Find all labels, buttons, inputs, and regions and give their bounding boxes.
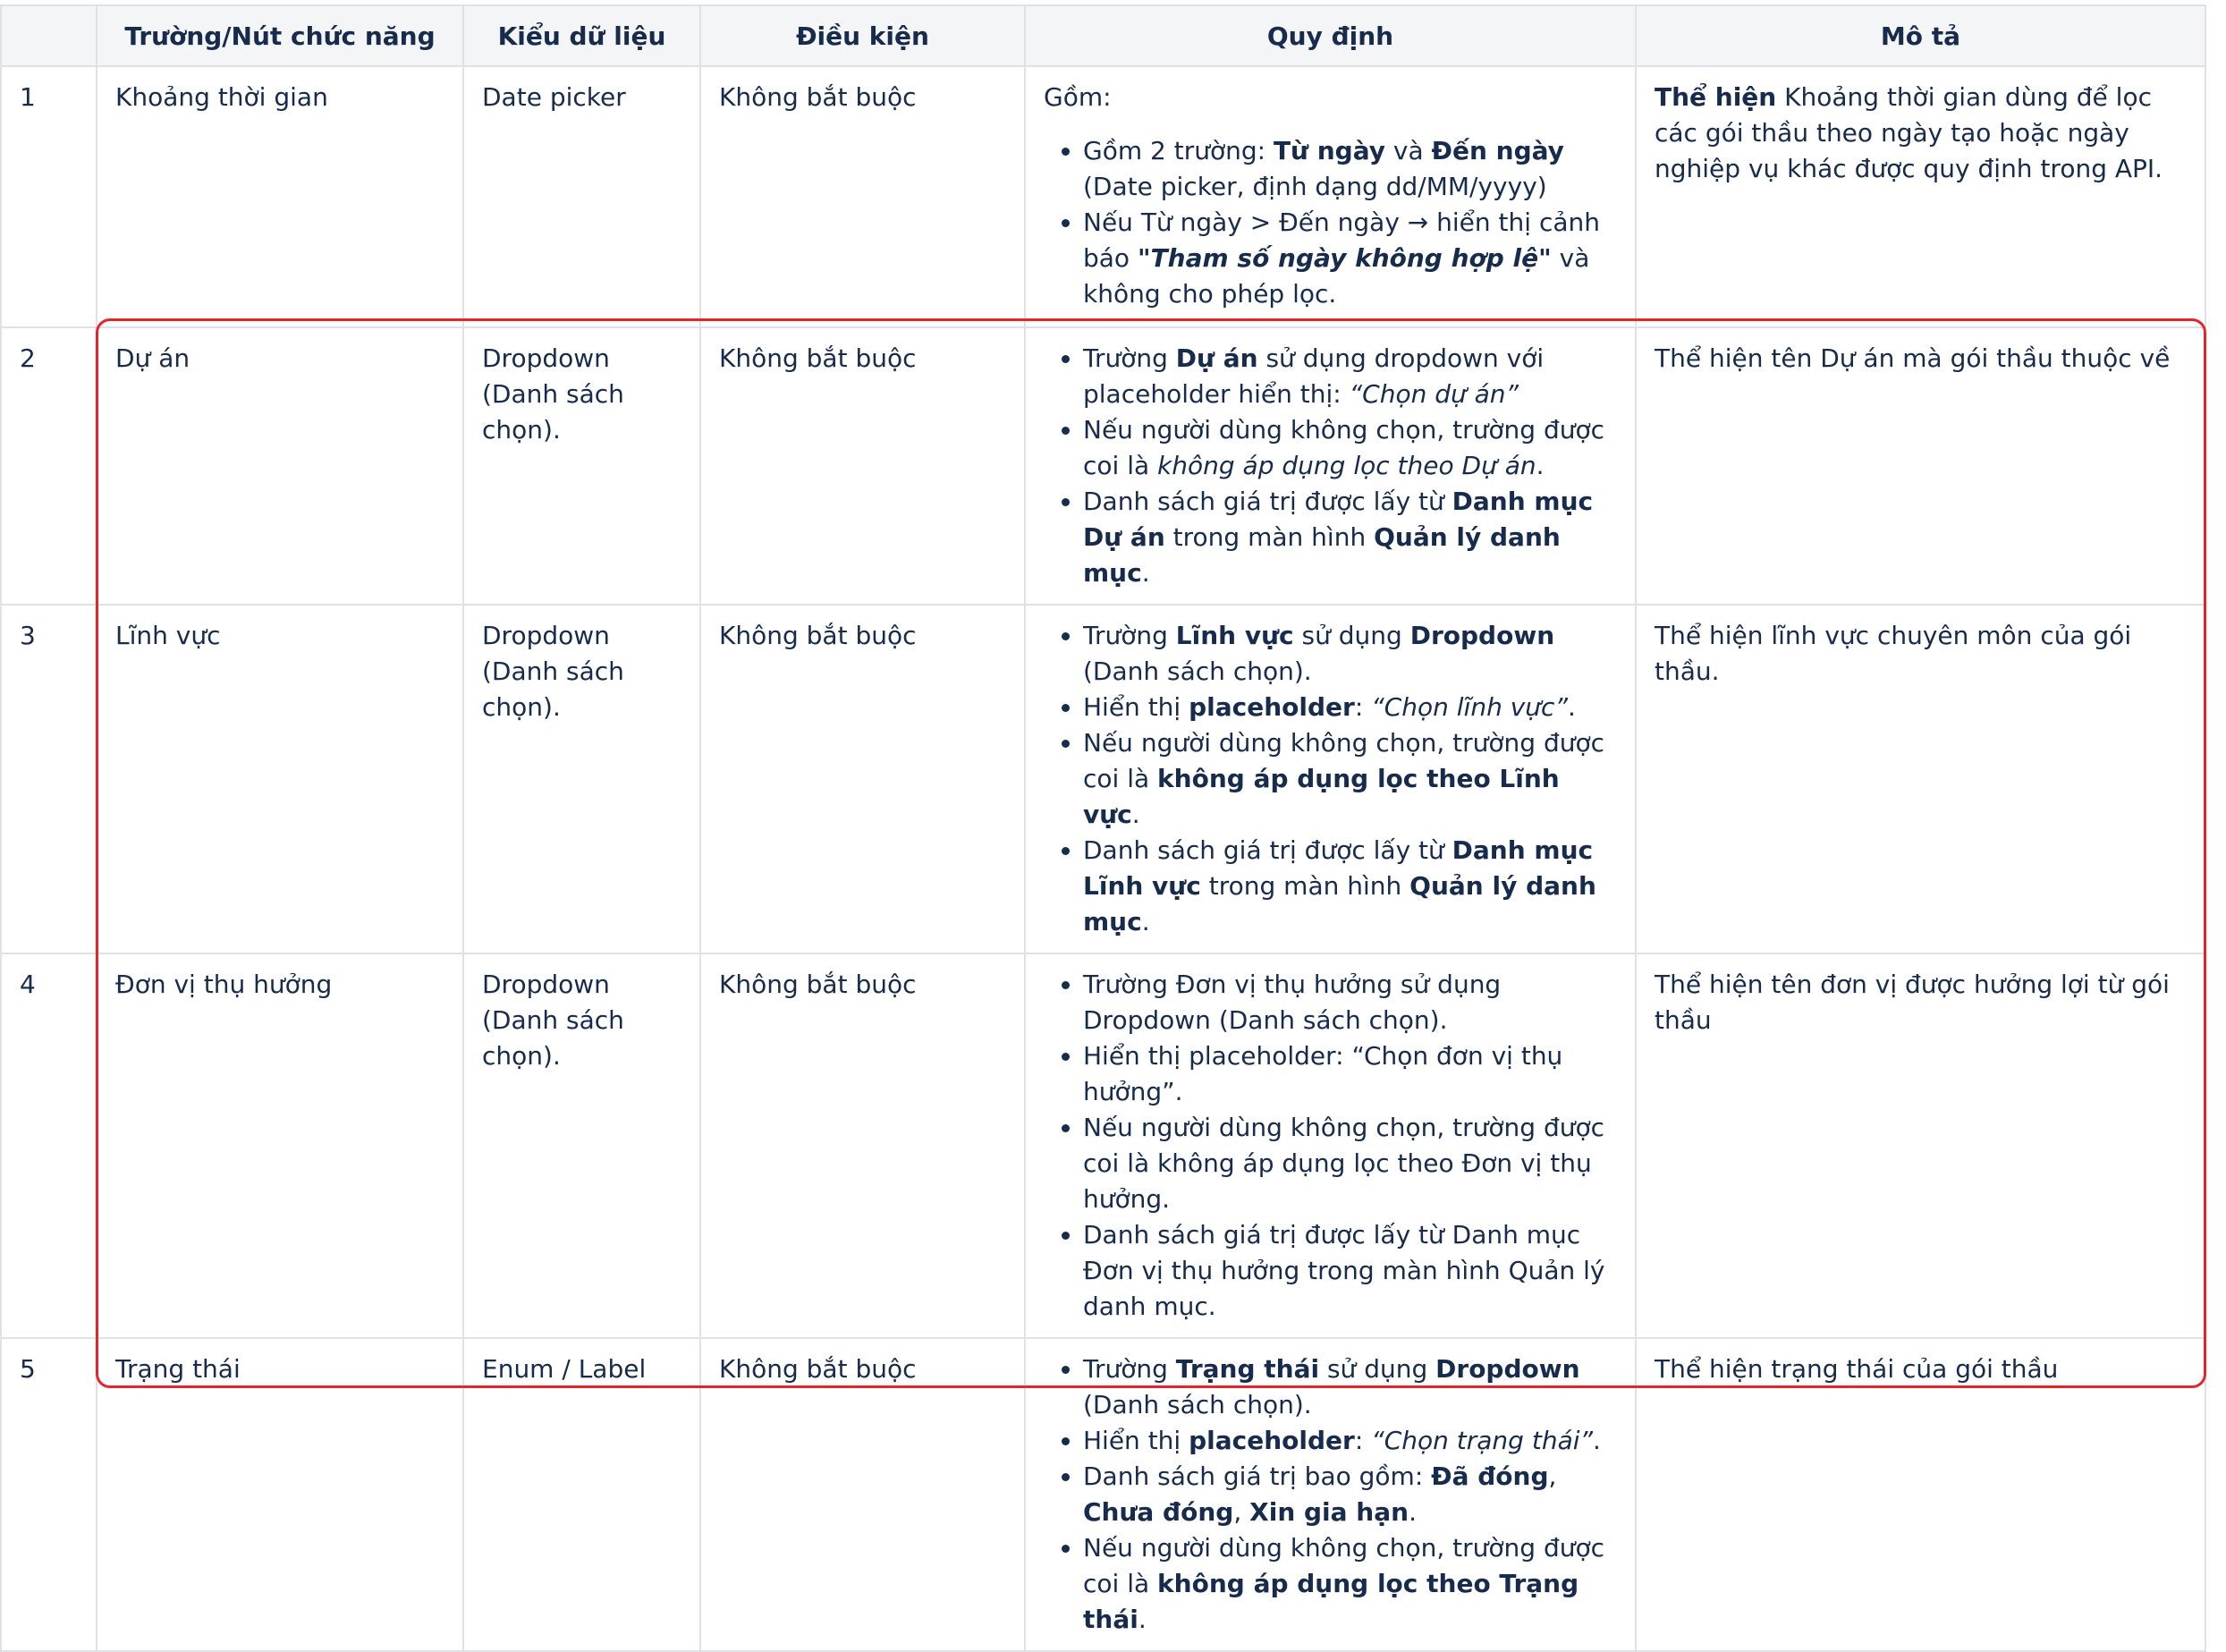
data-type-cell: Date picker (463, 66, 700, 327)
rule-list-item (1083, 133, 1617, 205)
text-run: Trường (1083, 621, 1176, 650)
bold-text: Quản lý danh mục (1083, 871, 1596, 936)
header-type: Kiểu dữ liệu (463, 5, 700, 66)
text-run: trong màn hình (1164, 522, 1375, 552)
header-index (1, 5, 97, 66)
text-run: (Danh sách chọn). (1083, 657, 1312, 686)
italic-text: không áp dụng lọc theo Dự án (1157, 451, 1536, 480)
rule-list-item (1083, 690, 1617, 725)
text-run: Nếu người dùng không chọn, trường được coi là (1083, 728, 1604, 793)
data-type-cell: Dropdown (Danh sách chọn). (463, 327, 700, 605)
rule-list-item (1083, 1038, 1617, 1110)
text-run: . (1138, 1605, 1147, 1634)
rule-list-item (1083, 412, 1617, 484)
rule-list-item (1083, 1110, 1617, 1217)
field-name-cell: Đơn vị thụ hưởng (97, 953, 463, 1338)
rule-cell (1025, 327, 1636, 605)
rule-list-item (1083, 725, 1617, 833)
text-run: và (1385, 136, 1432, 165)
condition-cell: Không bắt buộc (700, 605, 1025, 953)
rule-cell (1025, 1338, 1636, 1651)
bold-text: Đã đóng (1431, 1461, 1549, 1491)
field-name-cell: Trạng thái (97, 1338, 463, 1651)
text-run: . (1567, 692, 1576, 722)
text-run: . (1409, 1497, 1417, 1527)
description-cell (1636, 1338, 2205, 1651)
text-run: : (1354, 1426, 1372, 1455)
bold-text: "Tham số ngày không hợp lệ" (1137, 243, 1552, 273)
data-type-cell: Dropdown (Danh sách chọn). (463, 605, 700, 953)
rule-list-item (1083, 967, 1617, 1038)
rule-list-item (1083, 1423, 1617, 1459)
text-run: . (1141, 907, 1150, 936)
bold-text: Dự án (1175, 343, 1258, 373)
text-run: Thể hiện lĩnh vực chuyên môn của gói thầu. (1655, 621, 2132, 686)
bold-text: placeholder (1189, 1426, 1355, 1455)
field-name-cell: Dự án (97, 327, 463, 605)
rule-list-item (1083, 833, 1617, 940)
header-field: Trường/Nút chức năng (97, 5, 463, 66)
description-cell (1636, 327, 2205, 605)
description-cell (1636, 953, 2205, 1338)
text-run: Trường Đơn vị thụ hưởng sử dụng Dropdown (Danh sách chọn). (1083, 970, 1502, 1035)
row-number: 2 (1, 327, 97, 605)
data-type-cell: Enum / Label (463, 1338, 700, 1651)
text-run: Danh sách giá trị được lấy từ (1083, 487, 1452, 516)
bold-text: Danh mục Lĩnh vực (1083, 835, 1594, 901)
rule-cell (1025, 66, 1636, 327)
text-run: Hiển thị placeholder: “Chọn đơn vị thụ hưởng”. (1083, 1041, 1563, 1106)
italic-text: “Chọn lĩnh vực” (1371, 692, 1568, 722)
text-run: Trường (1083, 343, 1176, 373)
text-run: (Danh sách chọn). (1083, 1390, 1312, 1419)
text-run: và không cho phép lọc. (1083, 243, 1590, 309)
bold-text: Chưa đóng (1083, 1497, 1234, 1527)
condition-cell: Không bắt buộc (700, 1338, 1025, 1651)
bold-text: Danh mục Dự án (1083, 487, 1594, 552)
rule-cell (1025, 953, 1636, 1338)
text-run: Hiển thị (1083, 692, 1189, 722)
rule-list (1044, 341, 1617, 591)
rule-list-item (1083, 205, 1617, 312)
bold-text: Trạng thái (1175, 1354, 1320, 1384)
bold-text: Xin gia hạn (1249, 1497, 1409, 1527)
text-run: . (1536, 451, 1545, 480)
text-run: Thể hiện tên đơn vị được hưởng lợi từ gói thầu (1655, 970, 2170, 1035)
field-name-cell: Khoảng thời gian (97, 66, 463, 327)
rule-list (1044, 1351, 1617, 1638)
bold-text: Dropdown (1409, 621, 1555, 650)
data-type-cell: Dropdown (Danh sách chọn). (463, 953, 700, 1338)
bold-text: Quản lý danh mục (1083, 522, 1561, 588)
table-row (1, 327, 2205, 605)
rule-list-item (1083, 1530, 1617, 1638)
rule-list-item (1083, 341, 1617, 412)
text-run: Nếu người dùng không chọn, trường được coi là (1083, 415, 1604, 480)
text-run: Nếu người dùng không chọn, trường được coi là (1083, 1533, 1604, 1598)
text-run: Gồm 2 trường: (1083, 136, 1274, 165)
row-number: 4 (1, 953, 97, 1338)
rule-list-item (1083, 618, 1617, 690)
text-run: Danh sách giá trị được lấy từ Danh mục Đơn vị thụ hưởng trong màn hình Quản lý danh mục. (1083, 1220, 1605, 1321)
text-run: Trường (1083, 1354, 1176, 1384)
rule-list (1044, 967, 1617, 1325)
italic-text: “Chọn dự án” (1349, 379, 1519, 409)
text-run: Hiển thị (1083, 1426, 1189, 1455)
text-run: Nếu Từ ngày > Đến ngày → hiển thị cảnh báo (1083, 208, 1601, 273)
text-run: . (1141, 558, 1150, 588)
table-row (1, 953, 2205, 1338)
description-cell (1636, 66, 2205, 327)
spec-table (0, 4, 2206, 1652)
bold-text: Từ ngày (1273, 136, 1385, 165)
text-run: : (1354, 692, 1372, 722)
rule-list (1044, 133, 1617, 312)
condition-cell: Không bắt buộc (700, 953, 1025, 1338)
text-run: sử dụng dropdown với placeholder hiển thị: (1083, 343, 1545, 409)
rule-list (1044, 618, 1617, 940)
text-run: , (1548, 1461, 1557, 1491)
header-condition: Điều kiện (700, 5, 1025, 66)
rule-list-item (1083, 484, 1617, 591)
text-run: Danh sách giá trị được lấy từ (1083, 835, 1452, 865)
bold-text: không áp dụng lọc theo Trạng thái (1083, 1569, 1579, 1634)
condition-cell: Không bắt buộc (700, 327, 1025, 605)
condition-cell: Không bắt buộc (700, 66, 1025, 327)
header-description: Mô tả (1636, 5, 2205, 66)
table-row (1, 1338, 2205, 1651)
text-run: Thể hiện tên Dự án mà gói thầu thuộc về (1655, 343, 2171, 373)
text-run: Khoảng thời gian dùng để lọc các gói thầu theo ngày tạo hoặc ngày nghiệp vụ khác được quy định trong API. (1655, 82, 2163, 183)
text-run: , (1233, 1497, 1250, 1527)
text-run: . (1131, 800, 1140, 829)
bold-text: Lĩnh vực (1175, 621, 1294, 650)
text-run: Thể hiện trạng thái của gói thầu (1655, 1354, 2059, 1384)
text-run: (Date picker, định dạng dd/MM/yyyy) (1083, 172, 1547, 201)
rule-intro: Gồm: (1044, 82, 1112, 112)
header-rule: Quy định (1025, 5, 1636, 66)
rule-list-item (1083, 1459, 1617, 1530)
bold-text: Thể hiện (1655, 82, 1777, 112)
bold-text: Dropdown (1435, 1354, 1580, 1384)
bold-text: không áp dụng lọc theo Lĩnh vực (1083, 764, 1560, 829)
row-number: 5 (1, 1338, 97, 1651)
rule-list-item (1083, 1217, 1617, 1325)
row-number: 3 (1, 605, 97, 953)
bold-text: placeholder (1189, 692, 1355, 722)
bold-text: Đến ngày (1431, 136, 1564, 165)
text-run: . (1593, 1426, 1601, 1455)
description-cell (1636, 605, 2205, 953)
text-run: Danh sách giá trị bao gồm: (1083, 1461, 1432, 1491)
rule-list-item (1083, 1351, 1617, 1423)
table-row (1, 66, 2205, 327)
text-run: sử dụng (1293, 621, 1410, 650)
table-header-row (1, 5, 2205, 66)
rule-cell (1025, 605, 1636, 953)
text-run: sử dụng (1319, 1354, 1436, 1384)
text-run: trong màn hình (1200, 871, 1410, 901)
text-run: Nếu người dùng không chọn, trường được coi là không áp dụng lọc theo Đơn vị thụ hưởng. (1083, 1113, 1604, 1214)
italic-text: “Chọn trạng thái” (1371, 1426, 1594, 1455)
field-name-cell: Lĩnh vực (97, 605, 463, 953)
table-row (1, 605, 2205, 953)
row-number: 1 (1, 66, 97, 327)
